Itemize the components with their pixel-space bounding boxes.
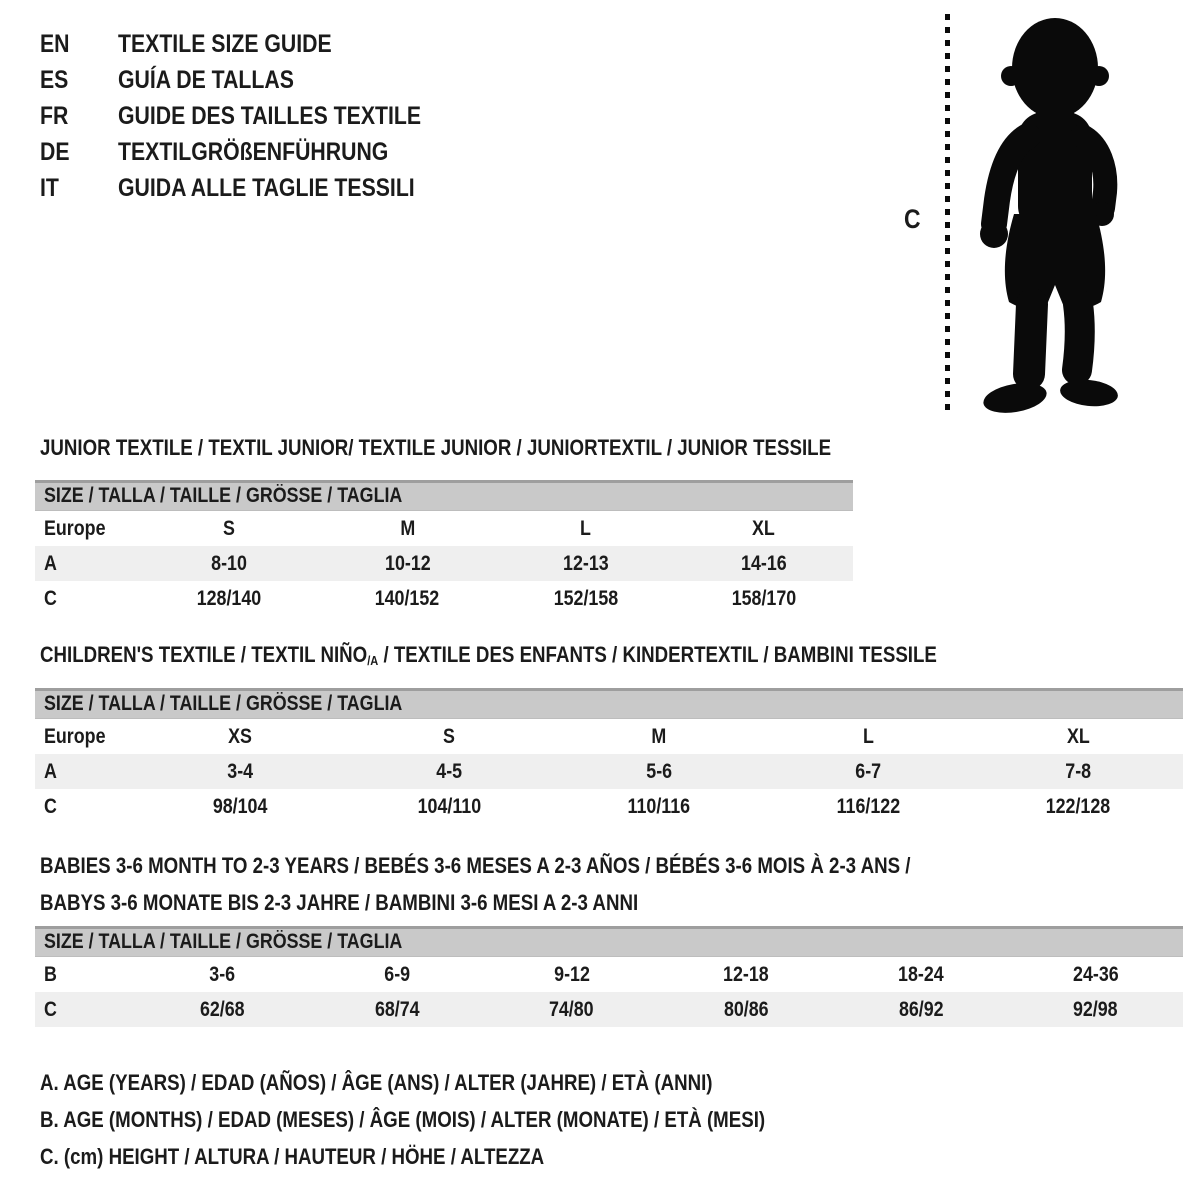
- size-cell: XS: [227, 725, 252, 748]
- language-title-list: [40, 26, 475, 206]
- size-cell: M: [399, 517, 415, 540]
- size-cell: M: [651, 725, 667, 748]
- row-label: A: [44, 760, 57, 783]
- size-header-bar: SIZE / TALLA / TAILLE / GRÖSSE / TAGLIA: [35, 480, 853, 511]
- height-cell: 104/110: [417, 795, 482, 818]
- children-size-table: [35, 688, 1183, 824]
- junior-section-title: JUNIOR TEXTILE / TEXTIL JUNIOR/ TEXTILE JUNIOR / JUNIORTEXTIL / JUNIOR TESSILE: [40, 435, 832, 460]
- measure-legend: [40, 1064, 893, 1175]
- size-cell: S: [223, 517, 236, 540]
- table-row-age-months: [35, 957, 1183, 992]
- age-cell: 6-7: [855, 760, 882, 783]
- title-subscript: /A: [367, 653, 379, 668]
- row-label: C: [44, 587, 57, 610]
- language-row-en: [40, 26, 475, 62]
- table-row-height: [35, 581, 853, 616]
- legend-item-b: B. AGE (MONTHS) / EDAD (MESES) / ÂGE (MOIS) / ALTER (MONATE) / ETÀ (MESI): [40, 1107, 766, 1132]
- height-cell: 122/128: [1045, 795, 1111, 818]
- table-row-europe: [35, 511, 853, 546]
- babies-size-table: [35, 926, 1183, 1027]
- children-section-title: CHILDREN'S TEXTILE / TEXTIL NIÑO/A / TEXTILE DES ENFANTS / KINDERTEXTIL / BAMBINI TESSILE: [40, 642, 937, 668]
- age-cell: 14-16: [741, 552, 787, 575]
- age-cell: 6-9: [384, 963, 410, 986]
- height-cell: 62/68: [199, 998, 245, 1021]
- age-cell: 10-12: [384, 552, 431, 575]
- height-cell: 140/152: [375, 587, 440, 610]
- age-cell: 12-18: [723, 963, 770, 986]
- height-cell: 68/74: [374, 998, 420, 1021]
- table-row-age: [35, 754, 1183, 789]
- size-header-bar: SIZE / TALLA / TAILLE / GRÖSSE / TAGLIA: [35, 688, 1183, 719]
- height-cell: 92/98: [1073, 998, 1118, 1021]
- language-code: FR: [40, 102, 69, 130]
- age-cell: 8-10: [211, 552, 247, 575]
- size-header-bar: SIZE / TALLA / TAILLE / GRÖSSE / TAGLIA: [35, 926, 1183, 957]
- table-row-age: [35, 546, 853, 581]
- height-measure-label-c: C: [904, 204, 921, 234]
- height-cell: 74/80: [549, 998, 594, 1021]
- guide-title: TEXTILE SIZE GUIDE: [118, 30, 332, 58]
- row-label: C: [44, 998, 57, 1021]
- age-cell: 3-6: [209, 963, 236, 986]
- guide-title: GUIDA ALLE TAGLIE TESSILI: [118, 174, 415, 202]
- language-row-de: [40, 134, 475, 170]
- guide-title: GUÍA DE TALLAS: [118, 66, 294, 94]
- age-cell: 5-6: [646, 760, 672, 783]
- row-label: Europe: [44, 517, 106, 540]
- size-cell: L: [863, 725, 875, 748]
- table-row-height: [35, 992, 1183, 1027]
- height-cell: 152/158: [553, 587, 618, 610]
- table-row-height: [35, 789, 1183, 824]
- age-cell: 12-13: [562, 552, 609, 575]
- language-code: DE: [40, 138, 70, 166]
- language-row-it: [40, 170, 475, 206]
- language-code: IT: [40, 174, 59, 202]
- size-cell: L: [580, 517, 592, 540]
- height-cell: 110/116: [627, 795, 691, 818]
- row-label: C: [44, 795, 57, 818]
- language-code: EN: [40, 30, 70, 58]
- height-cell: 98/104: [212, 795, 268, 818]
- language-row-es: [40, 62, 475, 98]
- age-cell: 9-12: [553, 963, 590, 986]
- language-row-fr: [40, 98, 475, 134]
- language-code: ES: [40, 66, 69, 94]
- age-cell: 3-4: [226, 760, 253, 783]
- row-label: A: [44, 552, 57, 575]
- guide-title: GUIDE DES TAILLES TEXTILE: [118, 102, 422, 130]
- size-cell: XL: [1066, 725, 1090, 748]
- toddler-silhouette-icon: [958, 8, 1148, 423]
- legend-item-c: C. (cm) HEIGHT / ALTURA / HAUTEUR / HÖHE / ALTEZZA: [40, 1144, 545, 1169]
- height-measure-dotted-line: [945, 14, 950, 416]
- guide-title: TEXTILGRÖßENFÜHRUNG: [118, 138, 389, 166]
- age-cell: 4-5: [436, 760, 463, 783]
- babies-section-title: BABIES 3-6 MONTH TO 2-3 YEARS / BEBÉS 3-6 MESES A 2-3 AÑOS / BÉBÉS 3-6 MOIS À 2-3 ANS / BABYS 3-6 MONATE BIS 2-3 JAHRE / BAMBINI 3-6 MESI A 2-3 ANNI: [40, 853, 911, 915]
- table-row-europe: [35, 719, 1183, 754]
- size-cell: S: [443, 725, 456, 748]
- size-cell: XL: [752, 517, 776, 540]
- height-cell: 158/170: [731, 587, 797, 610]
- height-cell: 80/86: [723, 998, 769, 1021]
- age-cell: 7-8: [1065, 760, 1092, 783]
- row-label: B: [44, 963, 57, 986]
- row-label: Europe: [44, 725, 106, 748]
- height-cell: 128/140: [196, 587, 262, 610]
- height-cell: 86/92: [898, 998, 944, 1021]
- legend-item-a: A. AGE (YEARS) / EDAD (AÑOS) / ÂGE (ANS) / ALTER (JAHRE) / ETÀ (ANNI): [40, 1070, 713, 1095]
- junior-size-table: [35, 480, 853, 616]
- age-cell: 18-24: [898, 963, 944, 986]
- age-cell: 24-36: [1072, 963, 1119, 986]
- height-cell: 116/122: [836, 795, 901, 818]
